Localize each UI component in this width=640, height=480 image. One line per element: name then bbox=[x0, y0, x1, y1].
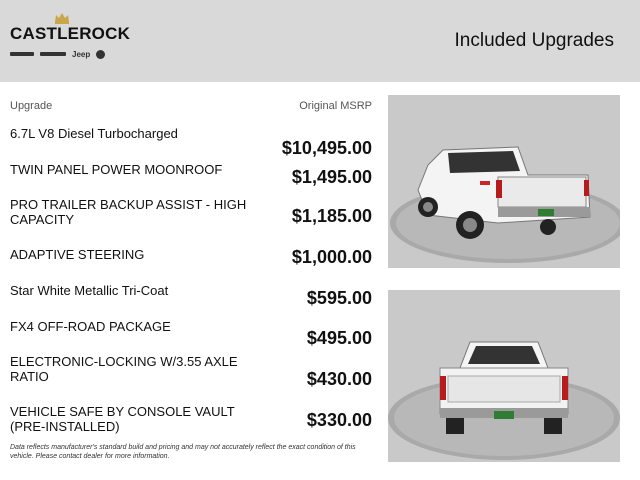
upgrade-price: $1,495.00 bbox=[291, 167, 372, 187]
ram-logo-icon bbox=[96, 50, 105, 59]
truck-rear-photo-icon bbox=[388, 290, 620, 462]
jeep-logo-icon: Jeep bbox=[72, 49, 91, 59]
upgrade-name: Star White Metallic Tri-Coat bbox=[10, 283, 169, 298]
brand-logos bbox=[10, 48, 120, 60]
upgrade-price: $1,000.00 bbox=[291, 247, 372, 267]
header bbox=[0, 0, 640, 82]
upgrade-name: ELECTRONIC-LOCKING W/3.55 AXLE RATIO bbox=[10, 354, 238, 384]
table-row bbox=[10, 197, 372, 237]
upgrade-price: $430.00 bbox=[306, 369, 372, 389]
vehicle-photo-rear[interactable] bbox=[388, 290, 620, 462]
upgrade-price: $10,495.00 bbox=[281, 138, 372, 158]
table-row bbox=[10, 319, 372, 359]
dealer-name: CASTLEROCK bbox=[10, 24, 131, 43]
table-row bbox=[10, 247, 372, 287]
chrysler-logo-icon bbox=[10, 52, 34, 56]
upgrade-price: $330.00 bbox=[306, 410, 372, 430]
table-row bbox=[10, 283, 372, 323]
page-title: Included Upgrades bbox=[454, 30, 614, 51]
upgrade-name: TWIN PANEL POWER MOONROOF bbox=[10, 162, 223, 177]
dealer-logo[interactable] bbox=[10, 12, 131, 62]
table-row bbox=[10, 354, 372, 394]
dodge-logo-icon bbox=[40, 52, 66, 56]
table-row bbox=[10, 126, 372, 166]
crown-icon bbox=[54, 12, 70, 24]
table-row bbox=[10, 162, 372, 202]
upgrade-price: $1,185.00 bbox=[291, 206, 372, 226]
vehicle-photo-rear-three-quarter[interactable] bbox=[388, 95, 620, 268]
upgrade-name: ADAPTIVE STEERING bbox=[10, 247, 145, 262]
truck-rear-three-quarter-photo-icon bbox=[388, 95, 620, 268]
upgrade-price: $495.00 bbox=[306, 328, 372, 348]
upgrade-name: 6.7L V8 Diesel Turbocharged bbox=[10, 126, 178, 141]
upgrade-name: VEHICLE SAFE BY CONSOLE VAULT (PRE-INSTALLED) bbox=[10, 404, 235, 434]
table-row bbox=[10, 404, 372, 444]
upgrade-name: FX4 OFF-ROAD PACKAGE bbox=[10, 319, 171, 334]
upgrade-price: $595.00 bbox=[306, 288, 372, 308]
upgrade-name: PRO TRAILER BACKUP ASSIST - HIGH CAPACITY bbox=[10, 197, 247, 227]
column-header-msrp: Original MSRP bbox=[299, 100, 372, 112]
column-header-upgrade: Upgrade bbox=[10, 100, 53, 112]
disclaimer: Data reflects manufacturer's standard build and pricing and may not accurately reflect the exact condition of this vehicle. Please contact dealer for more information. bbox=[10, 444, 356, 460]
